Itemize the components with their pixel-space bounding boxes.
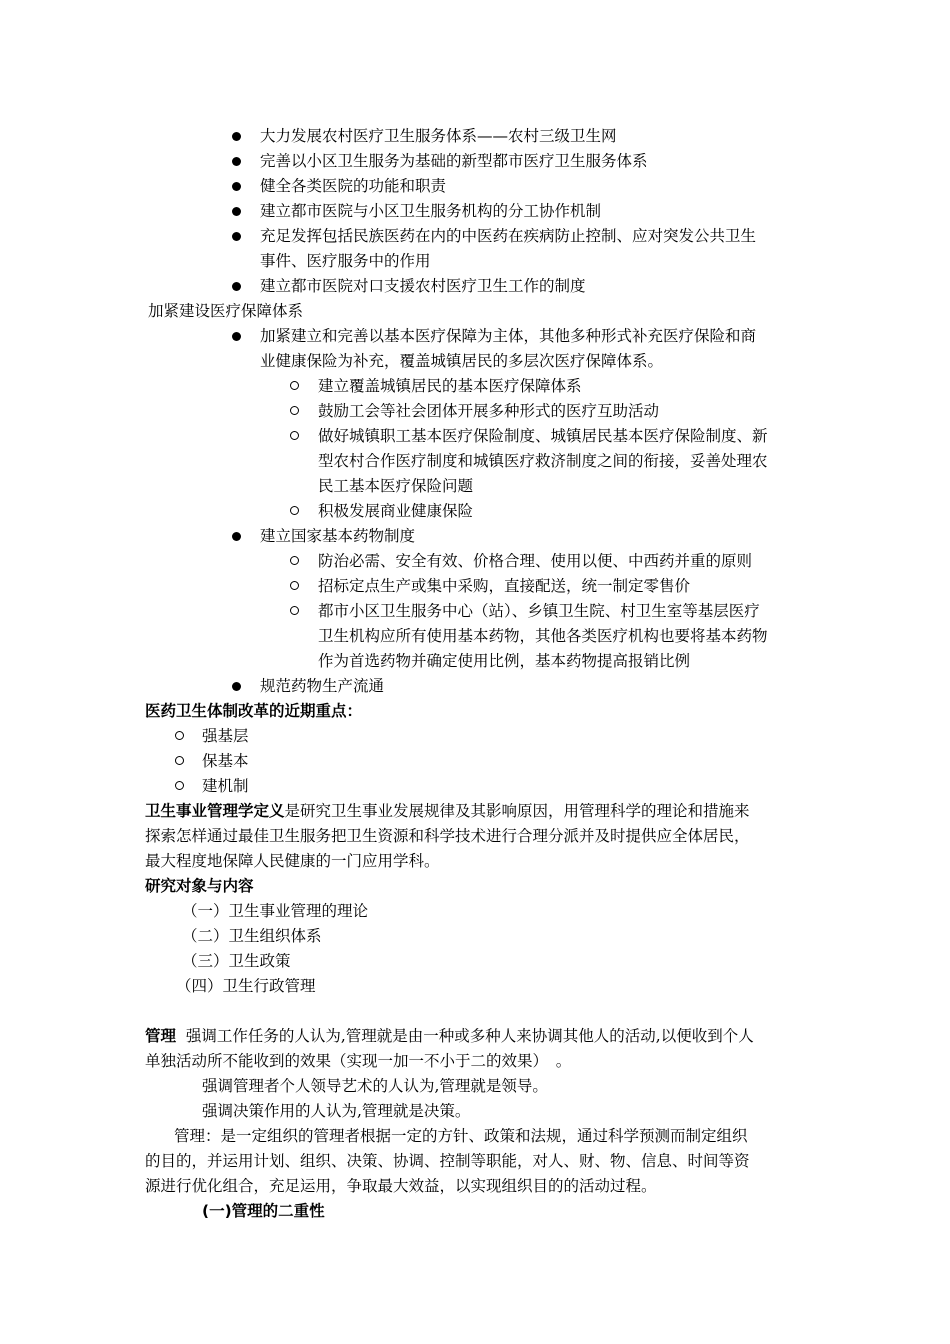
bullet-circle-icon xyxy=(175,756,184,765)
sub-list-item: 防治必需、安全有效、价格合理、使用以便、中西药并重的原则 xyxy=(318,552,753,570)
management-definition-line: 源进行优化组合，充足运用，争取最大效益，以实现组织目的的活动过程。 xyxy=(145,1177,657,1195)
list-item-continuation: 事件、医疗服务中的作用 xyxy=(260,252,431,270)
bullet-dot-icon xyxy=(232,182,241,191)
list-item: 大力发展农村医疗卫生服务体系——农村三级卫生网 xyxy=(260,127,617,145)
sub-list-item: 做好城镇职工基本医疗保险制度、城镇居民基本医疗保险制度、新 xyxy=(318,427,768,445)
bullet-circle-icon xyxy=(290,381,299,390)
list-item: （四）卫生行政管理 xyxy=(176,977,316,995)
management-definition-line: 的目的，并运用计划、组织、决策、协调、控制等职能，对人、财、物、信息、时间等资 xyxy=(145,1152,750,1170)
management-paragraph xyxy=(145,1024,754,1049)
bullet-dot-icon xyxy=(232,682,241,691)
management-line: 强调管理者个人领导艺术的人认为,管理就是领导。 xyxy=(202,1077,548,1095)
sub-list-item: 建立覆盖城镇居民的基本医疗保障体系 xyxy=(318,377,582,395)
management-definition-line: 管理：是一定组织的管理者根据一定的方针、政策和法规，通过科学预测而制定组织 xyxy=(174,1127,748,1145)
sub-list-item: 都市小区卫生服务中心（站）、乡镇卫生院、村卫生室等基层医疗 xyxy=(318,602,760,620)
bullet-dot-icon xyxy=(232,207,241,216)
definition-term: 卫生事业管理学定义 xyxy=(145,802,285,820)
list-item: 充足发挥包括民族医药在内的中医药在疾病防止控制、应对突发公共卫生 xyxy=(260,227,757,245)
bullet-circle-icon xyxy=(290,606,299,615)
list-item: 建立都市医院与小区卫生服务机构的分工协作机制 xyxy=(260,202,602,220)
sub-list-item: 积极发展商业健康保险 xyxy=(318,502,474,520)
sub-list-item-continuation: 卫生机构应所有使用基本药物，其他各类医疗机构也要将基本药物 xyxy=(318,627,768,645)
bullet-dot-icon xyxy=(232,132,241,141)
list-item: 健全各类医院的功能和职责 xyxy=(260,177,447,195)
list-item: （二）卫生组织体系 xyxy=(182,927,322,945)
definition-paragraph xyxy=(145,799,750,824)
duality-heading: (一)管理的二重性 xyxy=(202,1202,325,1220)
research-heading: 研究对象与内容 xyxy=(145,877,254,895)
list-item: 保基本 xyxy=(202,752,249,770)
list-item: 加紧建立和完善以基本医疗保障为主体，其他多种形式补充医疗保险和商 xyxy=(260,327,757,345)
list-item: 建立都市医院对口支援农村医疗卫生工作的制度 xyxy=(260,277,586,295)
definition-line: 探索怎样通过最佳卫生服务把卫生资源和科学技术进行合理分派并及时提供应全体居民， xyxy=(145,827,750,845)
sub-list-item: 鼓励工会等社会团体开展多种形式的医疗互助活动 xyxy=(318,402,660,420)
list-item: 强基层 xyxy=(202,727,249,745)
bullet-circle-icon xyxy=(175,731,184,740)
sub-list-item-continuation: 型农村合作医疗制度和城镇医疗救济制度之间的衔接，妥善处理农 xyxy=(318,452,768,470)
section-heading: 加紧建设医疗保障体系 xyxy=(148,302,304,320)
list-item-continuation: 业健康保险为补充，覆盖城镇居民的多层次医疗保障体系。 xyxy=(260,352,664,370)
management-line: 强调决策作用的人认为,管理就是决策。 xyxy=(202,1102,471,1120)
sub-list-item-continuation: 作为首选药物并确定使用比例，基本药物提高报销比例 xyxy=(318,652,691,670)
bullet-circle-icon xyxy=(290,431,299,440)
bullet-circle-icon xyxy=(290,581,299,590)
sub-list-item: 招标定点生产或集中采购，直接配送，统一制定零售价 xyxy=(318,577,691,595)
management-term: 管理 xyxy=(145,1027,177,1045)
list-item: 建立国家基本药物制度 xyxy=(260,527,416,545)
definition-text: 是研究卫生事业发展规律及其影响原因，用管理科学的理论和措施来 xyxy=(284,802,750,820)
list-item: （三）卫生政策 xyxy=(182,952,291,970)
list-item: （一）卫生事业管理的理论 xyxy=(182,902,369,920)
definition-line: 最大程度地保障人民健康的一门应用学科。 xyxy=(145,852,440,870)
list-item: 规范药物生产流通 xyxy=(260,677,385,695)
management-text: 强调工作任务的人认为,管理就是由一种或多种人来协调其他人的活动,以便收到个人 xyxy=(185,1027,754,1045)
bullet-dot-icon xyxy=(232,532,241,541)
sub-list-item-continuation: 民工基本医疗保险问题 xyxy=(318,477,474,495)
priority-heading: 医药卫生体制改革的近期重点： xyxy=(145,702,363,720)
management-line: 单独活动所不能收到的效果（实现一加一不小于二的效果） 。 xyxy=(145,1052,572,1070)
bullet-dot-icon xyxy=(232,232,241,241)
list-item: 建机制 xyxy=(202,777,249,795)
list-item: 完善以小区卫生服务为基础的新型都市医疗卫生服务体系 xyxy=(260,152,648,170)
bullet-circle-icon xyxy=(290,556,299,565)
bullet-circle-icon xyxy=(290,406,299,415)
bullet-dot-icon xyxy=(232,157,241,166)
bullet-circle-icon xyxy=(175,781,184,790)
bullet-circle-icon xyxy=(290,506,299,515)
bullet-dot-icon xyxy=(232,332,241,341)
bullet-dot-icon xyxy=(232,282,241,291)
